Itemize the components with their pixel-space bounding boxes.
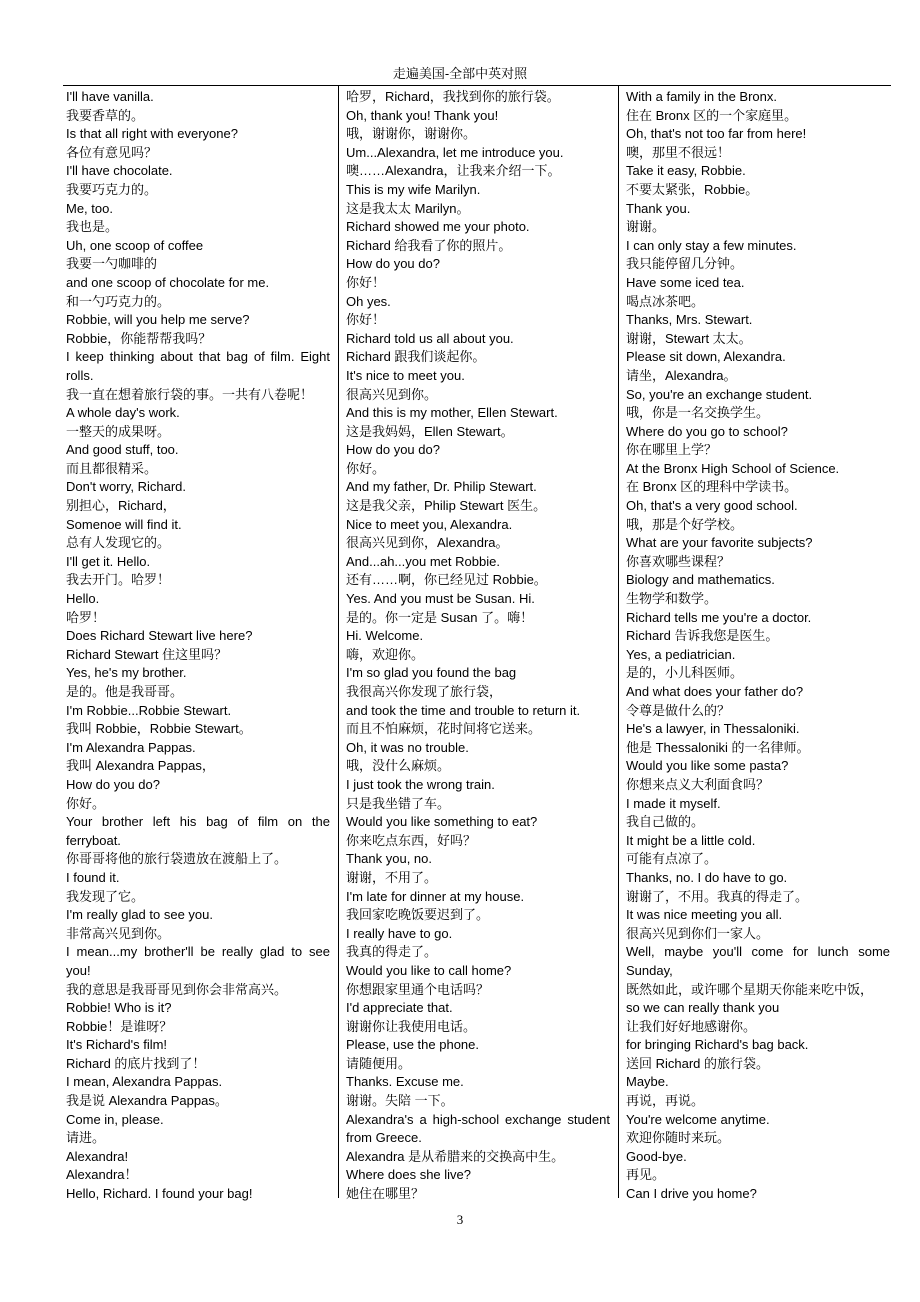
dialogue-line: Richard told us all about you. bbox=[346, 330, 514, 346]
column-divider-2 bbox=[618, 86, 619, 1198]
dialogue-line: 你好。 bbox=[66, 795, 106, 811]
dialogue-line: Please sit down, Alexandra. bbox=[626, 349, 786, 365]
dialogue-line: 欢迎你随时来玩。 bbox=[626, 1130, 731, 1146]
dialogue-line: I just took the wrong train. bbox=[346, 776, 495, 792]
dialogue-line: Have some iced tea. bbox=[626, 274, 745, 290]
dialogue-line: I'll have chocolate. bbox=[66, 163, 173, 179]
dialogue-line: 我叫 Robbie，Robbie Stewart。 bbox=[66, 721, 252, 737]
dialogue-line: 我真的得走了。 bbox=[346, 944, 438, 960]
dialogue-line: 她住在哪里？ bbox=[346, 1186, 425, 1202]
dialogue-line: Alexandra 是从希腊来的交换高中生。 bbox=[346, 1148, 565, 1164]
dialogue-line: 这是我太太 Marilyn。 bbox=[346, 200, 470, 216]
dialogue-line: Oh, it was no trouble. bbox=[346, 739, 469, 755]
dialogue-line: 总有人发现它的。 bbox=[66, 535, 171, 551]
dialogue-line: Oh, that's a very good school. bbox=[626, 498, 798, 514]
dialogue-line: I really have to go. bbox=[346, 925, 453, 941]
dialogue-line: Thanks. Excuse me. bbox=[346, 1074, 464, 1090]
dialogue-line: Well, maybe you'll come for lunch some Sunday, bbox=[626, 944, 890, 978]
dialogue-line: 只是我坐错了车。 bbox=[346, 795, 451, 811]
page-header bbox=[0, 66, 920, 82]
dialogue-line: 你喜欢哪些课程？ bbox=[626, 553, 731, 569]
dialogue-line: 你来吃点东西，好吗？ bbox=[346, 832, 477, 848]
dialogue-line: How do you do? bbox=[66, 776, 160, 792]
dialogue-line: Alexandra's a high-school exchange student from Greece. bbox=[346, 1111, 610, 1146]
dialogue-line: And good stuff, too. bbox=[66, 442, 179, 458]
dialogue-line: And what does your father do? bbox=[626, 684, 804, 699]
column-2 bbox=[346, 88, 610, 1204]
dialogue-line: 哦，没什么麻烦。 bbox=[346, 758, 451, 774]
dialogue-line: Thank you, no. bbox=[346, 851, 432, 867]
dialogue-line: So, you're an exchange student. bbox=[626, 386, 813, 402]
dialogue-line: This is my wife Marilyn. bbox=[346, 181, 481, 197]
dialogue-line: Would you like some pasta? bbox=[626, 758, 789, 774]
dialogue-line: and took the time and trouble to return it. bbox=[346, 702, 581, 718]
dialogue-line: 住在 Bronx 区的一个家庭里。 bbox=[626, 107, 798, 123]
dialogue-line: Me, too. bbox=[66, 200, 113, 216]
dialogue-line: How do you do? bbox=[346, 442, 440, 458]
dialogue-line: 谢谢了，不用。我真的得走了。 bbox=[626, 888, 809, 904]
dialogue-line: A whole day's work. bbox=[66, 405, 180, 421]
dialogue-line: 让我们好好地感谢你。 bbox=[626, 1018, 757, 1034]
dialogue-line: He's a lawyer, in Thessaloniki. bbox=[626, 721, 800, 737]
dialogue-line: Robbie，你能帮帮我吗？ bbox=[66, 330, 212, 346]
dialogue-line: Uh, one scoop of coffee bbox=[66, 237, 204, 253]
dialogue-line: I found it. bbox=[66, 869, 120, 885]
dialogue-line: Robbie！是谁呀？ bbox=[66, 1018, 173, 1034]
dialogue-line: Hello. bbox=[66, 591, 100, 607]
dialogue-line: Your brother left his bag of film on the ferryboat. bbox=[66, 814, 330, 848]
dialogue-line: Richard 的底片找到了！ bbox=[66, 1055, 206, 1071]
dialogue-line: I'm Alexandra Pappas. bbox=[66, 739, 196, 755]
dialogue-line: Maybe. bbox=[626, 1074, 669, 1090]
header-rule bbox=[63, 85, 891, 86]
dialogue-line: Robbie, will you help me serve? bbox=[66, 312, 250, 328]
dialogue-line: 我只能停留几分钟。 bbox=[626, 256, 744, 272]
dialogue-line: And my father, Dr. Philip Stewart. bbox=[346, 479, 537, 495]
dialogue-line: How do you do? bbox=[346, 256, 440, 272]
column-divider-1 bbox=[338, 86, 339, 1198]
dialogue-line: I'm so glad you found the bag bbox=[346, 665, 517, 681]
dialogue-line: I'm really glad to see you. bbox=[66, 907, 213, 923]
dialogue-line: 既然如此，或许哪个星期天你能来吃中饭， bbox=[626, 981, 874, 997]
dialogue-line: You're welcome anytime. bbox=[626, 1111, 770, 1127]
dialogue-line: 你好。 bbox=[346, 460, 386, 476]
dialogue-line: I'd appreciate that. bbox=[346, 1000, 453, 1016]
dialogue-line: 谢谢你让我使用电话。 bbox=[346, 1018, 477, 1034]
dialogue-line: 非常高兴见到你。 bbox=[66, 925, 171, 941]
dialogue-line: Thanks, Mrs. Stewart. bbox=[626, 312, 753, 328]
dialogue-line: 请随便用。 bbox=[346, 1055, 412, 1071]
dialogue-line: Oh yes. bbox=[346, 293, 391, 309]
dialogue-line: It's Richard's film! bbox=[66, 1037, 168, 1053]
dialogue-line: 我叫 Alexandra Pappas， bbox=[66, 758, 215, 774]
dialogue-line: 我很高兴你发现了旅行袋， bbox=[346, 684, 503, 699]
dialogue-line: 我也是。 bbox=[66, 219, 119, 235]
dialogue-line: 是的。他是我哥哥。 bbox=[66, 684, 184, 699]
dialogue-line: 请进。 bbox=[66, 1130, 106, 1146]
dialogue-line: Alexandra！ bbox=[66, 1167, 138, 1183]
dialogue-line: Yes, he's my brother. bbox=[66, 665, 187, 681]
dialogue-line: 很高兴见到你。 bbox=[346, 386, 438, 402]
dialogue-line: for bringing Richard's bag back. bbox=[626, 1037, 809, 1053]
dialogue-line: 很高兴见到你，Alexandra。 bbox=[346, 535, 509, 551]
dialogue-line: 我要一勺咖啡的 bbox=[66, 256, 158, 272]
dialogue-line: 各位有意见吗？ bbox=[66, 144, 158, 160]
dialogue-line: Richard showed me your photo. bbox=[346, 219, 530, 235]
dialogue-line: Take it easy, Robbie. bbox=[626, 163, 746, 179]
dialogue-line: 谢谢。 bbox=[626, 219, 666, 235]
dialogue-line: Richard 给我看了你的照片。 bbox=[346, 237, 512, 253]
dialogue-line: I'm Robbie...Robbie Stewart. bbox=[66, 702, 232, 718]
dialogue-line: 一整天的成果呀。 bbox=[66, 423, 171, 439]
dialogue-line: 我的意思是我哥哥见到你会非常高兴。 bbox=[66, 981, 288, 997]
dialogue-line: 再见。 bbox=[626, 1167, 666, 1183]
column-3 bbox=[626, 88, 890, 1204]
dialogue-line: 谢谢，不用了。 bbox=[346, 869, 438, 885]
dialogue-line: 再说，再说。 bbox=[626, 1093, 705, 1109]
dialogue-line: Is that all right with everyone? bbox=[66, 126, 238, 142]
dialogue-line: 他是 Thessaloniki 的一名律师。 bbox=[626, 739, 810, 755]
dialogue-line: And...ah...you met Robbie. bbox=[346, 553, 500, 569]
dialogue-line: I'm late for dinner at my house. bbox=[346, 888, 525, 904]
dialogue-line: 哈罗，Richard，我找到你的旅行袋。 bbox=[346, 89, 560, 104]
dialogue-line: 别担心，Richard， bbox=[66, 498, 176, 514]
dialogue-line: Hi. Welcome. bbox=[346, 628, 424, 644]
dialogue-line: At the Bronx High School of Science. bbox=[626, 460, 840, 476]
dialogue-line: 谢谢，Stewart 太太。 bbox=[626, 330, 752, 346]
dialogue-line: I can only stay a few minutes. bbox=[626, 237, 797, 253]
dialogue-line: Yes, a pediatrician. bbox=[626, 646, 736, 662]
dialogue-line: What are your favorite subjects? bbox=[626, 535, 813, 551]
column-1 bbox=[66, 88, 330, 1204]
dialogue-line: 送回 Richard 的旅行袋。 bbox=[626, 1055, 770, 1071]
dialogue-line: 噢，那里不很远！ bbox=[626, 144, 731, 160]
dialogue-line: I mean...my brother'll be really glad to see you! bbox=[66, 944, 330, 978]
dialogue-line: 你想跟家里通个电话吗？ bbox=[346, 981, 490, 997]
page-number bbox=[0, 1212, 920, 1228]
dialogue-line: Nice to meet you, Alexandra. bbox=[346, 516, 513, 532]
dialogue-line: 你想来点义大利面食吗？ bbox=[626, 776, 770, 792]
dialogue-line: 是的，小儿科医师。 bbox=[626, 665, 744, 681]
page-number-text: 3 bbox=[456, 1212, 464, 1227]
dialogue-line: Would you like to call home? bbox=[346, 962, 512, 978]
dialogue-line: 还有……啊，你已经见过 Robbie。 bbox=[346, 572, 547, 588]
dialogue-line: With a family in the Bronx. bbox=[626, 89, 777, 104]
dialogue-line: Robbie! Who is it? bbox=[66, 1000, 172, 1016]
dialogue-line: Somenoe will find it. bbox=[66, 516, 182, 532]
dialogue-line: I'll have vanilla. bbox=[66, 89, 154, 104]
dialogue-line: I mean, Alexandra Pappas. bbox=[66, 1074, 223, 1090]
dialogue-line: 喝点冰茶吧。 bbox=[626, 293, 705, 309]
dialogue-line: 这是我父亲，Philip Stewart 医生。 bbox=[346, 498, 547, 514]
dialogue-line: 我回家吃晚饭要迟到了。 bbox=[346, 907, 490, 923]
dialogue-line: 我要香草的。 bbox=[66, 107, 145, 123]
dialogue-line: 我要巧克力的。 bbox=[66, 181, 158, 197]
dialogue-line: Um...Alexandra, let me introduce you. bbox=[346, 144, 564, 160]
dialogue-line: Biology and mathematics. bbox=[626, 572, 775, 588]
dialogue-line: 在 Bronx 区的理科中学读书。 bbox=[626, 479, 798, 495]
dialogue-line: Would you like something to eat? bbox=[346, 814, 538, 830]
dialogue-line: Hello, Richard. I found your bag! bbox=[66, 1186, 253, 1202]
dialogue-line: It might be a little cold. bbox=[626, 832, 756, 848]
dialogue-line: I made it myself. bbox=[626, 795, 721, 811]
dialogue-line: 哈罗！ bbox=[66, 609, 106, 625]
dialogue-line: 我一直在想着旅行袋的事。一共有八卷呢！ bbox=[66, 386, 314, 402]
dialogue-line: 我自己做的。 bbox=[626, 814, 705, 830]
dialogue-line: 不要太紧张，Robbie。 bbox=[626, 181, 759, 197]
dialogue-line: Thanks, no. I do have to go. bbox=[626, 869, 788, 885]
dialogue-line: Can I drive you home? bbox=[626, 1186, 757, 1202]
dialogue-line: 你好！ bbox=[346, 312, 386, 328]
dialogue-line: 是的。你一定是 Susan 了。嗨！ bbox=[346, 609, 534, 625]
dialogue-line: 哦，谢谢你，谢谢你。 bbox=[346, 126, 477, 142]
dialogue-line: 哦，你是一名交换学生。 bbox=[626, 405, 770, 421]
dialogue-line: 这是我妈妈，Ellen Stewart。 bbox=[346, 423, 514, 439]
dialogue-line: 请坐，Alexandra。 bbox=[626, 367, 737, 383]
dialogue-line: 哦，那是个好学校。 bbox=[626, 516, 744, 532]
dialogue-line: 而且不怕麻烦，花时间将它送来。 bbox=[346, 721, 542, 737]
dialogue-line: 可能有点凉了。 bbox=[626, 851, 718, 867]
dialogue-line: 你哥哥将他的旅行袋遗放在渡船上了。 bbox=[66, 851, 288, 867]
dialogue-line: and one scoop of chocolate for me. bbox=[66, 274, 270, 290]
dialogue-line: Richard tells me you're a doctor. bbox=[626, 609, 812, 625]
dialogue-line: 很高兴见到你们一家人。 bbox=[626, 925, 770, 941]
dialogue-line: 和一勺巧克力的。 bbox=[66, 293, 171, 309]
header-title: 走遍美国-全部中英对照 bbox=[392, 66, 528, 81]
dialogue-line: Alexandra! bbox=[66, 1148, 129, 1164]
dialogue-line: 你好！ bbox=[346, 274, 386, 290]
dialogue-line: Richard 告诉我您是医生。 bbox=[626, 628, 779, 644]
dialogue-line: 我去开门。哈罗！ bbox=[66, 572, 171, 588]
dialogue-line: 我发现了它。 bbox=[66, 888, 145, 904]
dialogue-line: Yes. And you must be Susan. Hi. bbox=[346, 591, 535, 607]
dialogue-line: 噢……Alexandra，让我来介绍一下。 bbox=[346, 163, 561, 179]
dialogue-line: Where does she live? bbox=[346, 1167, 472, 1183]
dialogue-line: It's nice to meet you. bbox=[346, 367, 465, 383]
dialogue-line: 嗨，欢迎你。 bbox=[346, 646, 425, 662]
dialogue-line: Richard Stewart 住这里吗？ bbox=[66, 646, 228, 662]
dialogue-line: 而且都很精采。 bbox=[66, 460, 158, 476]
dialogue-line: I'll get it. Hello. bbox=[66, 553, 151, 569]
dialogue-line: Richard 跟我们谈起你。 bbox=[346, 349, 486, 365]
dialogue-line: Come in, please. bbox=[66, 1111, 164, 1127]
dialogue-line: 谢谢。失陪 一下。 bbox=[346, 1093, 454, 1109]
dialogue-line: so we can really thank you bbox=[626, 1000, 780, 1016]
dialogue-line: Good-bye. bbox=[626, 1148, 687, 1164]
dialogue-line: Don't worry, Richard. bbox=[66, 479, 186, 495]
dialogue-line: And this is my mother, Ellen Stewart. bbox=[346, 405, 558, 421]
dialogue-line: Oh, thank you! Thank you! bbox=[346, 107, 499, 123]
dialogue-line: 令尊是做什么的？ bbox=[626, 702, 731, 718]
dialogue-line: 我是说 Alexandra Pappas。 bbox=[66, 1093, 228, 1109]
dialogue-line: It was nice meeting you all. bbox=[626, 907, 783, 923]
dialogue-line: Please, use the phone. bbox=[346, 1037, 479, 1053]
dialogue-line: 你在哪里上学？ bbox=[626, 442, 718, 458]
dialogue-line: Does Richard Stewart live here? bbox=[66, 628, 253, 644]
dialogue-line: Thank you. bbox=[626, 200, 691, 216]
dialogue-line: Oh, that's not too far from here! bbox=[626, 126, 807, 142]
dialogue-line: Where do you go to school? bbox=[626, 423, 788, 439]
dialogue-line: 生物学和数学。 bbox=[626, 591, 718, 607]
dialogue-line: I keep thinking about that bag of film. Eight rolls. bbox=[66, 349, 330, 383]
